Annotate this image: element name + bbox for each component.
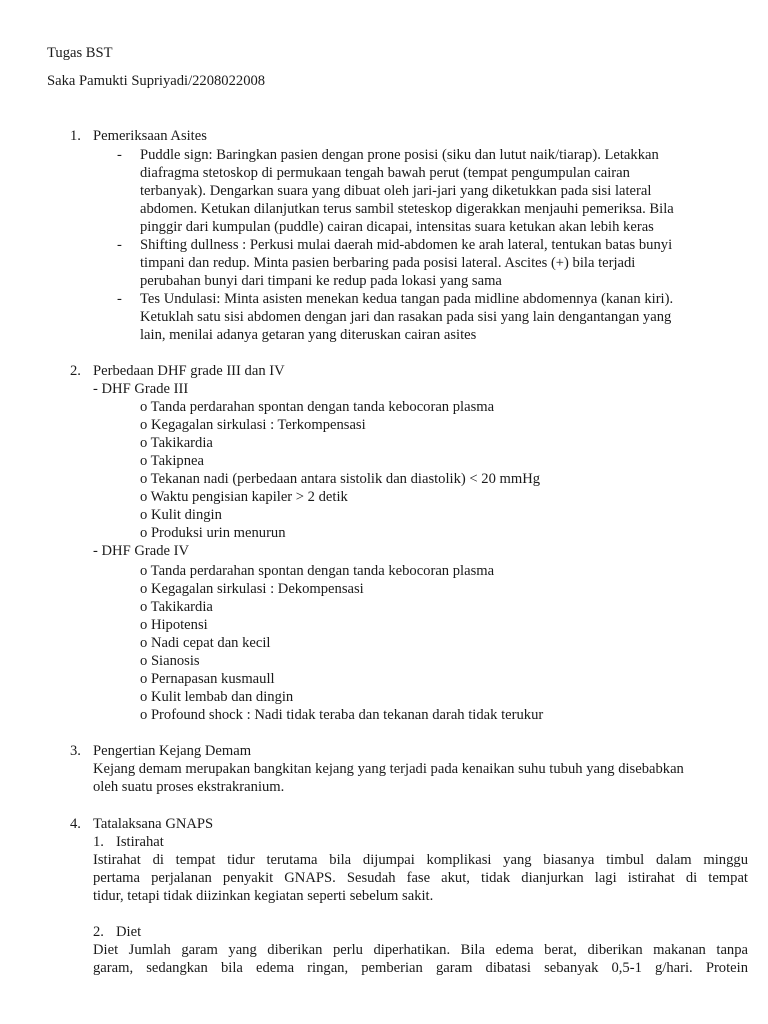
author-line: Saka Pamukti Supriyadi/2208022008 <box>47 73 266 89</box>
bullet-marker: - <box>117 147 122 163</box>
section-number: 1. <box>70 128 81 144</box>
group-label: - DHF Grade III <box>93 381 189 397</box>
paragraph-line <box>93 851 748 869</box>
list-item: o Takipnea <box>140 453 204 469</box>
bullet-line: Shifting dullness : Perkusi mulai daerah mid-abdomen ke arah lateral, tentukan batas bunyi <box>140 237 673 253</box>
document-title: Tugas BST <box>47 45 113 61</box>
subsection-title: Istirahat <box>116 834 164 850</box>
bullet-line: abdomen. Ketukan dilanjutkan terus sambil steteskop digerakkan menjauhi pemeriksa. Bila <box>140 201 674 217</box>
list-item: o Hipotensi <box>140 617 208 633</box>
list-item: o Takikardia <box>140 599 213 615</box>
list-item: o Sianosis <box>140 653 200 669</box>
subsection-title: Diet <box>116 924 142 940</box>
section-title: Perbedaan DHF grade III dan IV <box>93 363 285 379</box>
paragraph-line: oleh suatu proses ekstrakranium. <box>93 779 285 795</box>
bullet-line: perubahan bunyi dari timpani ke redup pada lokasi yang sama <box>140 273 502 289</box>
section-number: 3. <box>70 743 81 759</box>
bullet-line: pinggir dari kumpulan (puddle) cairan dicapai, intensitas suara ketukan akan lebih keras <box>140 219 654 235</box>
paragraph-line <box>93 941 748 959</box>
justified-text: pertama perjalanan penyakit GNAPS. Sesudah fase akut, tidak dianjurkan lagi istirahat di tempat <box>93 870 748 886</box>
paragraph-line <box>93 959 748 977</box>
group-label: - DHF Grade IV <box>93 543 190 559</box>
paragraph-line: Kejang demam merupakan bangkitan kejang yang terjadi pada kenaikan suhu tubuh yang disebabkan <box>93 761 684 777</box>
list-item: o Profound shock : Nadi tidak teraba dan tekanan darah tidak terukur <box>140 707 544 723</box>
list-item: o Kulit lembab dan dingin <box>140 689 294 705</box>
subsection-number: 2. <box>93 924 104 940</box>
section-number: 2. <box>70 363 81 379</box>
paragraph-line: tidur, tetapi tidak diizinkan kegiatan seperti sebelum sakit. <box>93 888 434 904</box>
bullet-line: diafragma stetoskop di permukaan tengah bawah perut (tempat pengumpulan cairan <box>140 165 630 181</box>
bullet-line: Puddle sign: Baringkan pasien dengan prone posisi (siku dan lutut naik/tiarap). Letakkan <box>140 147 659 163</box>
list-item: o Produksi urin menurun <box>140 525 286 541</box>
justified-text: Istirahat di tempat tidur terutama bila dijumpai komplikasi yang biasanya timbul dalam minggu <box>93 852 748 868</box>
list-item: o Tekanan nadi (perbedaan antara sistolik dan diastolik) < 20 mmHg <box>140 471 541 487</box>
list-item: o Waktu pengisian kapiler > 2 detik <box>140 489 348 505</box>
bullet-line: Ketuklah satu sisi abdomen dengan jari dan rasakan pada sisi yang lain dengantangan yang <box>140 309 672 325</box>
list-item: o Nadi cepat dan kecil <box>140 635 271 651</box>
list-item: o Kegagalan sirkulasi : Terkompensasi <box>140 417 366 433</box>
justified-text: Diet Jumlah garam yang diberikan perlu diperhatikan. Bila edema berat, diberikan makanan tanpa <box>93 942 748 958</box>
list-item: o Takikardia <box>140 435 213 451</box>
bullet-marker: - <box>117 237 122 253</box>
section-title: Tatalaksana GNAPS <box>93 816 214 832</box>
list-item: o Kegagalan sirkulasi : Dekompensasi <box>140 581 364 597</box>
justified-text: garam, sedangkan bila edema ringan, pemberian garam dibatasi sebanyak 0,5-1 g/hari. Protein <box>93 960 748 976</box>
subsection-number: 1. <box>93 834 104 850</box>
list-item: o Tanda perdarahan spontan dengan tanda kebocoran plasma <box>140 563 495 579</box>
list-item: o Tanda perdarahan spontan dengan tanda kebocoran plasma <box>140 399 495 415</box>
paragraph-line <box>93 869 748 887</box>
bullet-marker: - <box>117 291 122 307</box>
section-title: Pemeriksaan Asites <box>93 128 207 144</box>
section-title: Pengertian Kejang Demam <box>93 743 252 759</box>
list-item: o Pernapasan kusmaull <box>140 671 275 687</box>
section-number: 4. <box>70 816 81 832</box>
list-item: o Kulit dingin <box>140 507 222 523</box>
bullet-line: timpani dan redup. Minta pasien berbaring pada posisi lateral. Ascites (+) bila terjadi <box>140 255 636 271</box>
bullet-line: Tes Undulasi: Minta asisten menekan kedua tangan pada midline abdomennya (kanan kiri). <box>140 291 674 307</box>
bullet-line: terbanyak). Dengarkan suara yang dibuat oleh jari-jari yang diketukkan pada sisi lateral <box>140 183 652 199</box>
bullet-line: lain, menilai adanya getaran yang diteruskan cairan asites <box>140 327 477 343</box>
